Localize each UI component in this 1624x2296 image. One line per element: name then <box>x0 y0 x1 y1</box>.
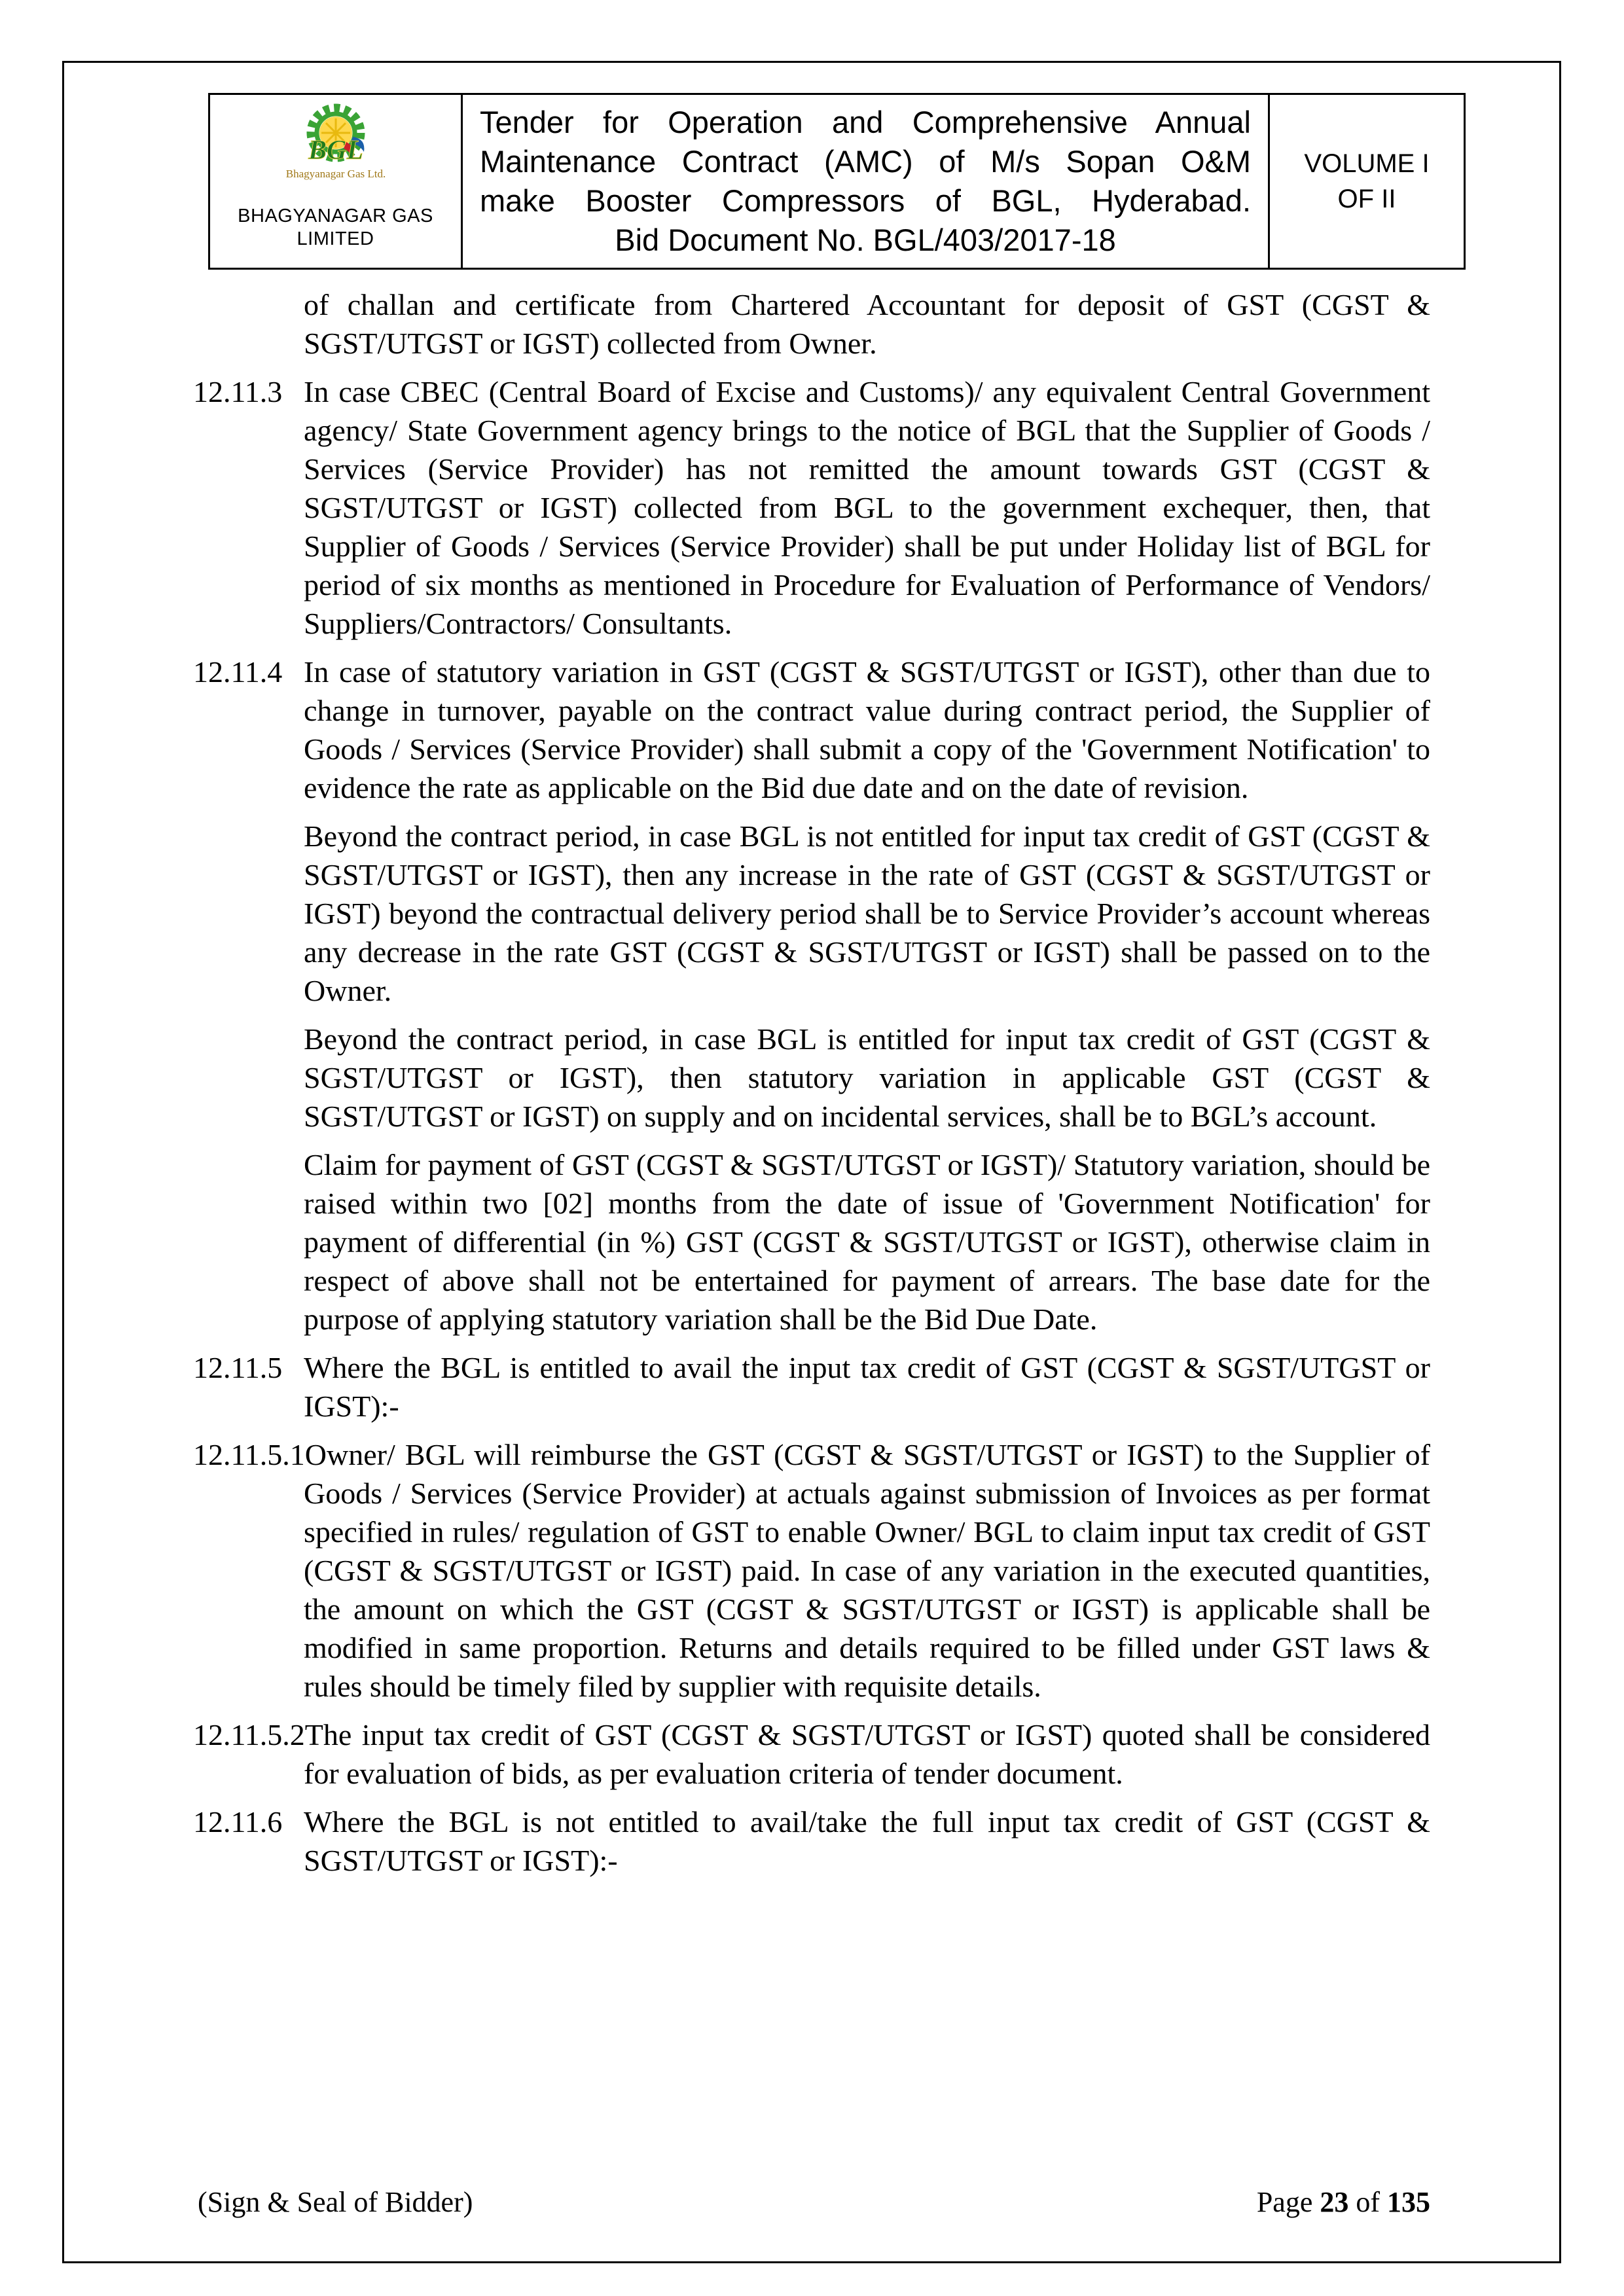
page-footer <box>198 2185 1430 2220</box>
volume-line-1: VOLUME I <box>1304 149 1430 178</box>
tender-title-cell <box>463 95 1270 268</box>
company-name <box>238 205 433 251</box>
company-name-line-1: BHAGYANAGAR GAS <box>238 206 433 226</box>
clause-text: Where the BGL is not entitled to avail/take the full input tax credit of GST (CGST & SGST/UTGST or IGST):- <box>304 1805 1430 1877</box>
clause-number: 12.11.6 <box>193 1805 283 1839</box>
volume-cell <box>1270 95 1464 268</box>
clause-paragraph <box>304 1145 1430 1338</box>
clause-text: of challan and certificate from Chartered Accountant for deposit of GST (CGST & SGST/UTGST or IGST) collected from Owner. <box>304 288 1430 360</box>
logo-caption: Bhagyanagar Gas Ltd. <box>285 168 386 180</box>
clause-text: Beyond the contract period, in case BGL is entitled for input tax credit of GST (CGST & SGST/UTGST or IGST), then statutory variation in applicable GST (CGST & SGST/UTGST or IGST) on supply and on incidental services, shall be to BGL’s account. <box>304 1022 1430 1133</box>
clause-paragraph <box>193 372 1430 643</box>
clause-number: 12.11.5.2 <box>193 1718 305 1751</box>
sign-seal-note: (Sign & Seal of Bidder) <box>198 2186 473 2218</box>
of-label: of <box>1356 2186 1380 2218</box>
tender-title-line-2: Maintenance Contract (AMC) of M/s Sopan O&M <box>480 144 1251 179</box>
clause-text: In case CBEC (Central Board of Excise and Customs)/ any equivalent Central Government agency/ State Government agency brings to the notice of BGL that the Supplier of Goods / Services (Service Provider) has not remitted the amount towards GST (CGST & SGST/UTGST or IGST) collected from BGL to the government exchequer, then, that Supplier of Goods / Services (Service Provider) shall be put under Holiday list of BGL for period of six months as mentioned in Procedure for Evaluation of Performance of Vendors/ Suppliers/Contractors/ Consultants. <box>304 375 1430 640</box>
company-logo-icon <box>270 99 401 204</box>
clause-paragraph <box>304 1020 1430 1136</box>
logo-monogram: BGL <box>308 135 363 166</box>
clause-paragraph <box>304 285 1430 363</box>
clause-text: Owner/ BGL will reimburse the GST (CGST & SGST/UTGST or IGST) to the Supplier of Goods / Services (Service Provider) at actuals against submission of Invoices as per format specified in rules/ regulation of GST to enable Owner/ BGL to claim input tax credit of GST (CGST & SGST/UTGST or IGST) paid. In case of any variation in the executed quantities, the amount on which the GST (CGST & SGST/UTGST or IGST) is applicable shall be modified in same proportion. Returns and details required to be filled under GST laws & rules should be timely filed by supplier with requisite details. <box>304 1438 1430 1703</box>
clause-number: 12.11.5.1 <box>193 1438 305 1471</box>
clause-number: 12.11.5 <box>193 1351 283 1384</box>
clause-text: In case of statutory variation in GST (CGST & SGST/UTGST or IGST), other than due to change in turnover, payable on the contract value during contract period, the Supplier of Goods / Services (Service Provider) shall submit a copy of the 'Government Notification' to evidence the rate as applicable on the Bid due date and on the date of revision. <box>304 655 1430 804</box>
page-label: Page <box>1256 2186 1313 2218</box>
clause-text: The input tax credit of GST (CGST & SGST/UTGST or IGST) quoted shall be considered for evaluation of bids, as per evaluation criteria of tender document. <box>304 1718 1430 1790</box>
clause-paragraph <box>304 817 1430 1010</box>
clause-paragraph <box>193 653 1430 807</box>
company-name-line-2: LIMITED <box>297 228 374 249</box>
tender-title-line-1: Tender for Operation and Comprehensive Annual <box>480 105 1251 139</box>
clause-paragraph <box>193 1435 1430 1706</box>
header-table <box>208 93 1466 270</box>
total-pages: 135 <box>1387 2186 1430 2218</box>
clause-paragraph <box>193 1715 1430 1793</box>
volume-line-2: OF II <box>1337 185 1396 213</box>
logo-cell <box>210 95 463 268</box>
tender-title-line-3: make Booster Compressors of BGL, Hyderabad. <box>480 183 1251 218</box>
document-body <box>193 285 1430 1890</box>
clause-text: Where the BGL is entitled to avail the input tax credit of GST (CGST & SGST/UTGST or IGST):- <box>304 1351 1430 1423</box>
clause-paragraph <box>193 1803 1430 1880</box>
clause-number: 12.11.4 <box>193 655 283 689</box>
clause-number: 12.11.3 <box>193 375 283 408</box>
page-number: 23 <box>1320 2186 1349 2218</box>
bid-document-number: Bid Document No. BGL/403/2017-18 <box>615 223 1116 257</box>
clause-text: Beyond the contract period, in case BGL is not entitled for input tax credit of GST (CGST & SGST/UTGST or IGST), then any increase in the rate of GST (CGST & SGST/UTGST or IGST) beyond the contractual delivery period shall be to Service Provider’s account whereas any decrease in the rate GST (CGST & SGST/UTGST or IGST) shall be passed on to the Owner. <box>304 819 1430 1007</box>
page-indicator <box>1257 2185 1430 2220</box>
clause-paragraph <box>193 1348 1430 1426</box>
clause-text: Claim for payment of GST (CGST & SGST/UTGST or IGST)/ Statutory variation, should be raised within two [02] months from the date of issue of 'Government Notification' for payment of differential (in %) GST (CGST & SGST/UTGST or IGST), otherwise claim in respect of above shall not be entertained for payment of arrears. The base date for the purpose of applying statutory variation shall be the Bid Due Date. <box>304 1148 1430 1336</box>
